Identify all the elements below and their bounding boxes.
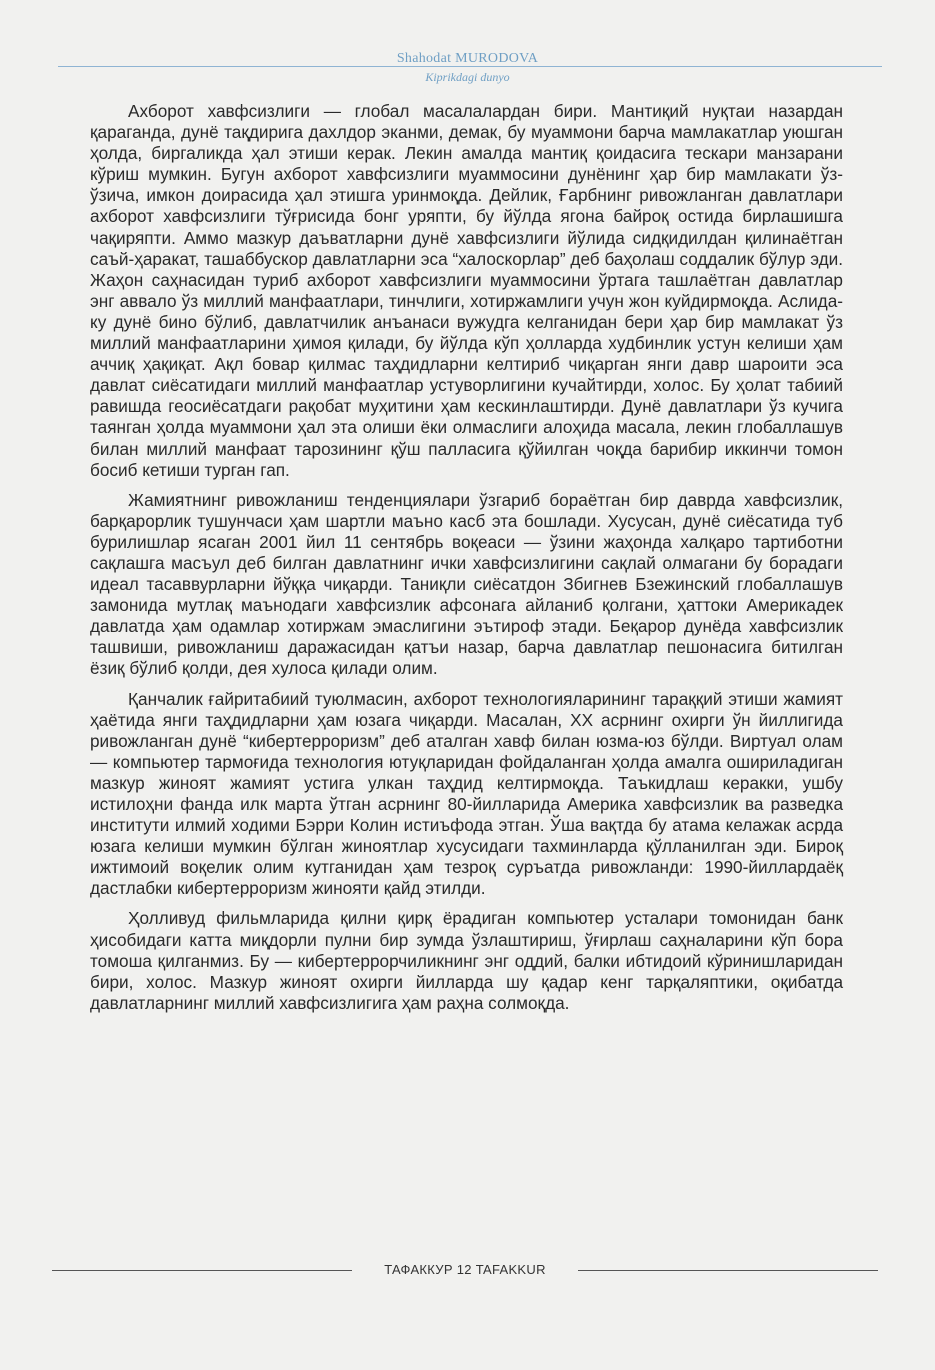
header-rule bbox=[58, 66, 882, 67]
page-footer bbox=[0, 1260, 935, 1280]
header-subtitle: Kiprikdagi dunyo bbox=[425, 70, 510, 84]
footer-label: ТАФАККУР 12 TAFAKKUR bbox=[384, 1262, 546, 1277]
running-header bbox=[0, 50, 935, 85]
footer-rule-right bbox=[578, 1270, 878, 1271]
header-author: Shahodat MURODOVA bbox=[396, 51, 539, 66]
paragraph: Ҳолливуд фильмларида қилни қирқ ёрадиган компьютер усталари томонидан банк ҳисобидаги катта миқдорли пулни бир зумда ўзлаштириш, ўғирлаш саҳналарини кўп бора томоша қилганмиз. Бу — кибертеррорчиликнинг энг оддий, балки ибтидоий кўринишларидан бири, холос. Мазкур жиноят охирги йилларда шу қадар кенг тарқаляптики, оқибатда давлатларнинг миллий хавфсизлигига ҳам раҳна солмоқда. bbox=[90, 908, 843, 1013]
paragraph: Қанчалик ғайритабиий туюлмасин, ахборот технологияларининг тараққий этиши жамият ҳаётида янги таҳдидларни ҳам юзага чиқарди. Масалан, XX асрнинг охирги ўн йиллигида ривожланган дунё “кибертерроризм” деб аталган хавф билан юзма-юз бўлди. Виртуал олам — компьютер тармоғида технология ютуқларидан фойдаланган ҳолда амалга ошириладиган мазкур жиноят жамият устига улкан таҳдид келтирмоқда. Таъкидлаш керакки, ушбу истилоҳни фанда илк марта ўтган асрнинг 80-йилларида Америка хавфсизлик ва разведка институти илмий ходими Бэрри Колин истиъфода этган. Ўша вақтда бу атама келажак асрда юзага келиши мумкин бўлган жиноятлар хусусидаги тахминларда қўлланилган эди. Бироқ ижтимоий воқелик олим кутганидан ҳам тезроқ суръатда ривожланди: 1990-йиллардаёқ дастлабки кибертерроризм жинояти қайд этилди. bbox=[90, 688, 843, 899]
footer-rule-left bbox=[52, 1270, 352, 1271]
article-body bbox=[90, 101, 843, 1023]
paragraph: Ахборот хавфсизлиги — глобал масалалардан бири. Мантиқий нуқтаи назардан қараганда, дунё тақдирига дахлдор эканми, демак, бу муаммони барча мамлакатлар уюшган ҳолда, биргаликда ҳал этиши керак. Лекин амалда мантиқ қоидасига тескари манзарани кўриш мумкин. Бугун ахборот хавфсизлиги муаммосини дунёнинг ҳар бир мамлакати ўз-ўзича, имкон доирасида ҳал этишга уринмоқда. Дейлик, Ғарбнинг ривожланган давлатлари ахборот хавфсизлиги тўғрисида бонг уряпти, бу йўлда ягона байроқ остида бирлашишга чақиряпти. Аммо мазкур даъватларни дунё хавфсизлиги йўлида сидқидилдан қилинаётган саъй-ҳаракат, ташаббускор давлатларни эса “халоскорлар” деб баҳолаш соддалик бўлур эди. Жаҳон саҳнасидан туриб ахборот хавфсизлиги муаммосини ўртага ташлаётган давлатлар энг аввало ўз миллий манфаатлари, тинчлиги, хотиржамлиги учун жон куйдирмоқда. Аслида-ку дунё бино бўлиб, давлатчилик анъанаси вужудга келганидан бери ҳар бир мамлакат ўз миллий манфаатларини ҳимоя қилади, бу йўлда кўп ҳолларда худбинлик устун келиши ҳам аччиқ ҳақиқат. Ақл бовар қилмас таҳдидларни келтириб чиқарган янги давр шароити эса давлат сиёсатидаги миллий манфаатлар устуворлигини кучайтирди, холос. Бу ҳолат табиий равишда геосиёсатдаги рақобат муҳитини ҳам кескинлаштирди. Дунё давлатлари ўз кучига таянган ҳолда муаммони ҳал эта олиши ёки олмаслиги алоҳида масала, лекин глобаллашув билан миллий манфаат тарозининг қўш палласига қўйилган чоқда барибир иккинчи томон босиб кетиши турган гап. bbox=[90, 101, 843, 480]
paragraph: Жамиятнинг ривожланиш тенденциялари ўзгариб бораётган бир даврда хавфсизлик, барқарорлик тушунчаси ҳам шартли маъно касб эта бошлади. Хусусан, дунё сиёсатида туб бурилишлар ясаган 2001 йил 11 сентябрь воқеаси — ўзини жаҳонда халқаро тартиботни сақлашга масъул деб билган давлатнинг ички хавфсизлигини сақлай олмагани бу борадаги идеал тасаввурларни йўққа чиқарди. Таниқли сиёсатдон Збигнев Бзежинский глобаллашув замонида мутлақ маънодаги хавфсизлик афсонага айланиб қолгани, ҳаттоки Америкадек давлатда ҳам одамлар хотиржам эмаслигини эътироф этади. Беқарор дунёда хавфсизлик ташвиши, ривожланиш даражасидан қатъи назар, барча давлатлар пешонасига битилган ёзиқ бўлиб қолди, дея хулоса қилади олим. bbox=[90, 489, 843, 679]
